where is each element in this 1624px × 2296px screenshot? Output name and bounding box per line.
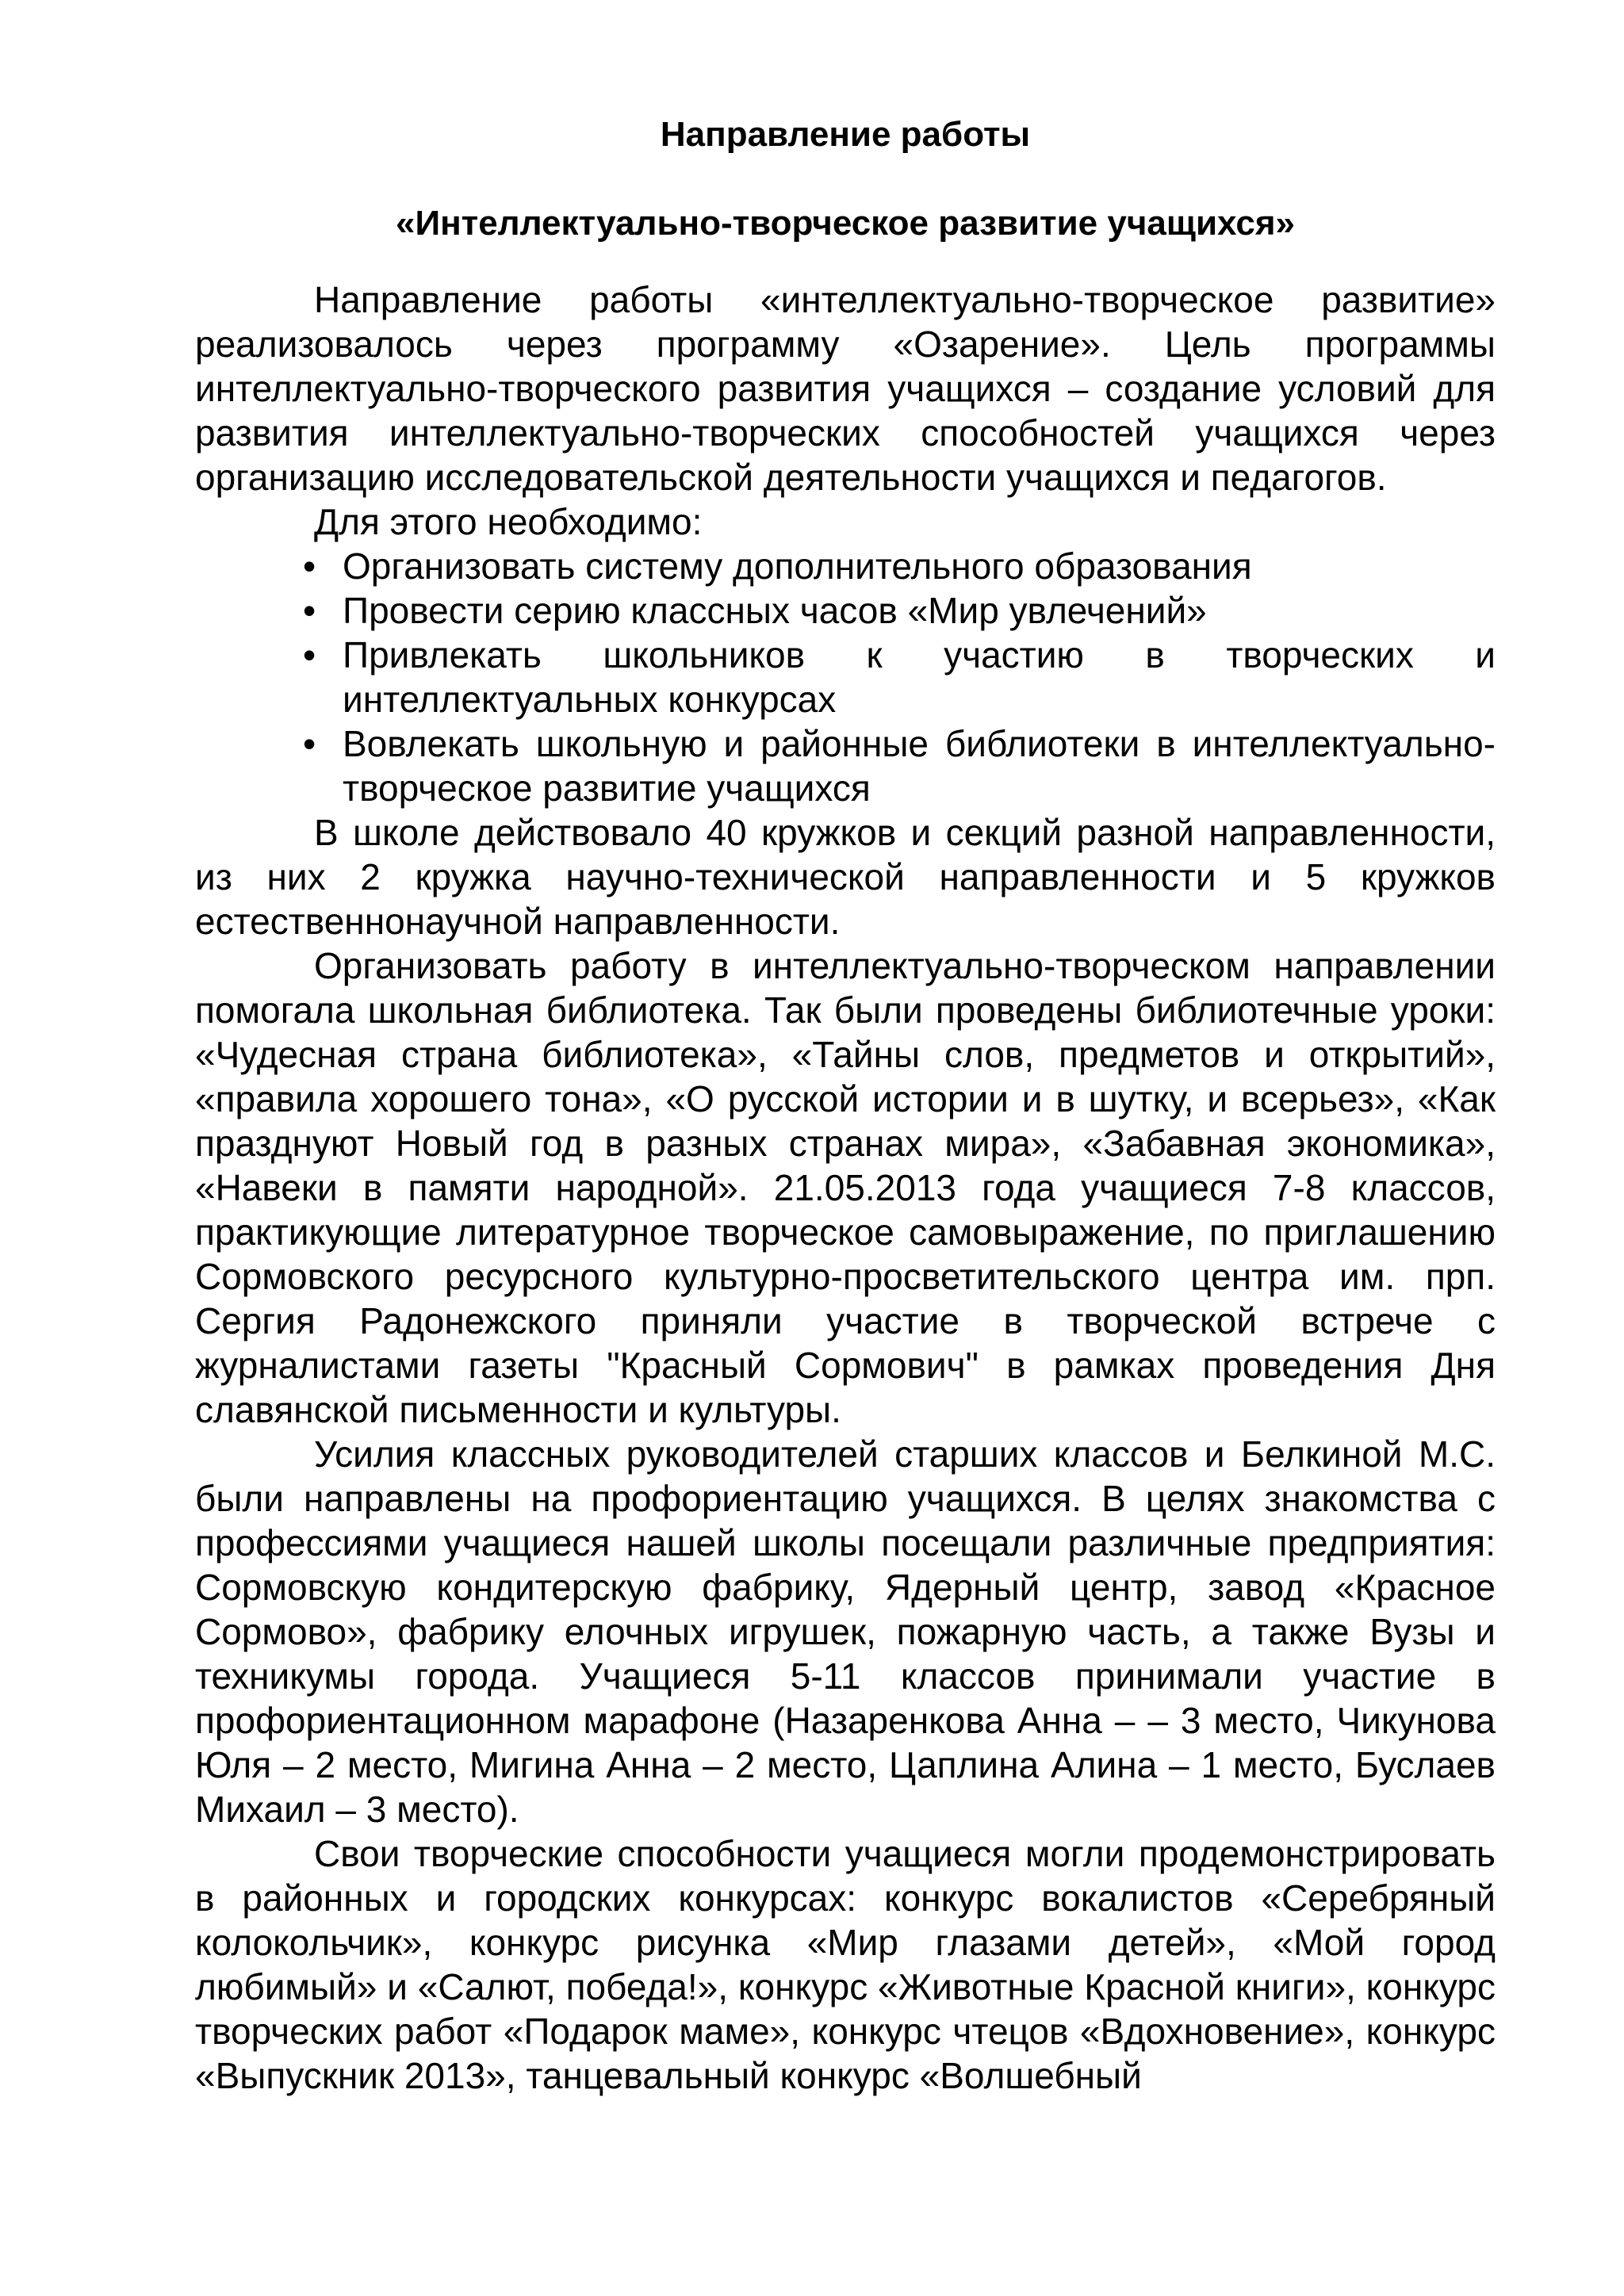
bullet-icon: • (303, 590, 316, 631)
list-item (303, 721, 1496, 810)
list-item-text: Провести серию классных часов «Мир увлечений» (343, 590, 1207, 631)
paragraph-library: Организовать работу в интеллектуально-творческом направлении помогала школьная библиотека. Так были проведены библиотечные уроки: «Чудесная страна библиотека», «Тайны слов, предметов и открытий», «правила хорошего тона», «О русской истории и в шутку, и всерьез», «Как празднуют Новый год в разных странах мира», «Забавная экономика», «Навеки в памяти народной». 21.05.2013 года учащиеся 7-8 классов, практикующие литературное творческое самовыражение, по приглашению Сормовского ресурсного культурно-просветительского центра им. прп. Сергия Радонежского приняли участие в творческой встрече с журналистами газеты "Красный Сормович" в рамках проведения Дня славянской письменности и культуры. (195, 945, 1496, 1430)
paragraph-circles: В школе действовало 40 кружков и секций разной направленности, из них 2 кружка научно-технической направленности и 5 кружков естественнонаучной направленности. (195, 812, 1496, 942)
document-title-line-1: Направление работы (660, 115, 1031, 154)
bullet-icon: • (303, 723, 316, 764)
intro-paragraph: Направление работы «интеллектуально-творческое развитие» реализовалось через программу «Озарение». Цель программы интеллектуально-творческого развития учащихся – создание условий для развития интеллектуально-творческих способностей учащихся через организацию исследовательской деятельности учащихся и педагогов. (195, 279, 1496, 498)
list-item (303, 633, 1496, 721)
task-list (195, 544, 1496, 810)
bullet-icon: • (303, 634, 316, 675)
list-item-text: Вовлекать школьную и районные библиотеки в интеллектуально-творческое развитие учащихся (343, 723, 1496, 809)
list-lead: Для этого необходимо: (314, 501, 703, 542)
list-item-text: Привлекать школьников к участию в творческих и интеллектуальных конкурсах (343, 634, 1496, 720)
paragraph-contests: Свои творческие способности учащиеся могли продемонстрировать в районных и городских конкурсах: конкурс вокалистов «Серебряный колокольчик», конкурс рисунка «Мир глазами детей», «Мой город любимый» и «Салют, победа!», конкурс «Животные Красной книги», конкурс творческих работ «Подарок маме», конкурс чтецов «Вдохновение», конкурс «Выпускник 2013», танцевальный конкурс «Волшебный (195, 1833, 1496, 2096)
paragraph-career-guidance: Усилия классных руководителей старших классов и Белкиной М.С. были направлены на профориентацию учащихся. В целях знакомства с профессиями учащиеся нашей школы посещали различные предприятия: Сормовскую кондитерскую фабрику, Ядерный центр, завод «Красное Сормово», фабрику елочных игрушек, пожарную часть, а также Вузы и техникумы города. Учащиеся 5-11 классов принимали участие в профориентационном марафоне (Назаренкова Анна – – 3 место, Чикунова Юля – 2 место, Мигина Анна – 2 место, Цаплина Алина – 1 место, Буслаев Михаил – 3 место). (195, 1433, 1496, 1830)
list-item-text: Организовать систему дополнительного образования (343, 545, 1252, 587)
list-item (303, 544, 1496, 588)
document-body (195, 111, 1496, 2098)
list-item (303, 588, 1496, 633)
bullet-icon: • (303, 545, 316, 587)
document-title-line-2: «Интеллектуально-творческое развитие учащихся» (395, 204, 1295, 243)
